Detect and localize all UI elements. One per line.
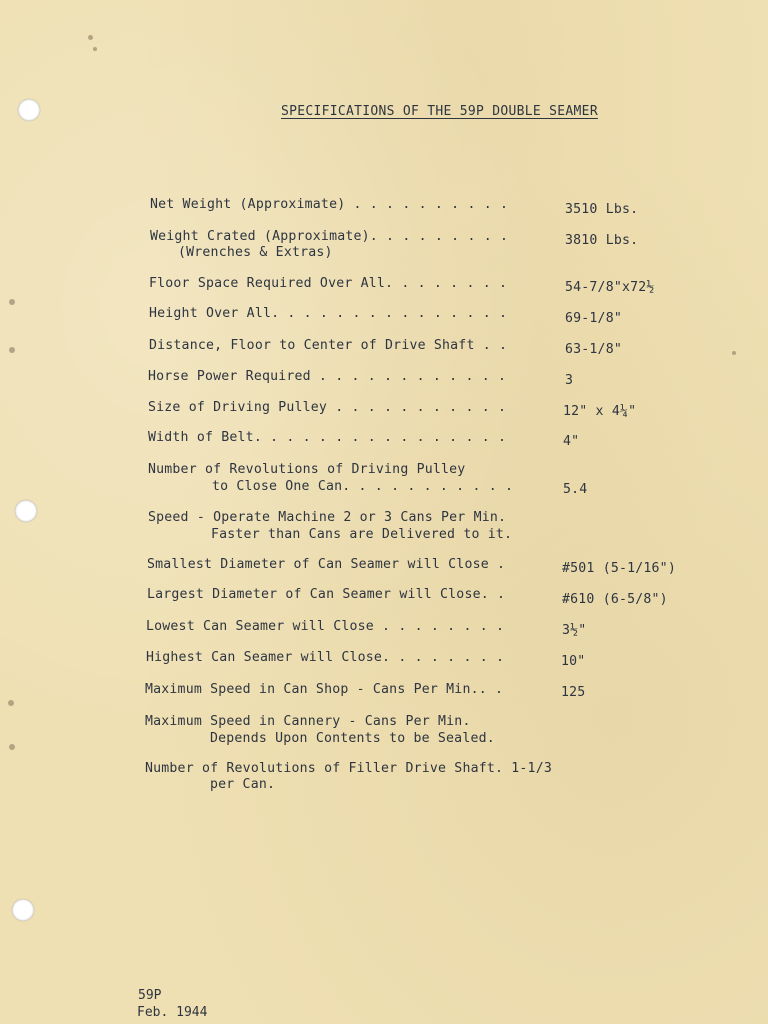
spec-value: 5.4: [563, 482, 588, 497]
spec-value: 3: [565, 373, 574, 388]
footer-model: 59P: [138, 988, 162, 1003]
spec-value: 3½": [562, 623, 587, 638]
spec-value: 4": [563, 434, 580, 449]
spec-value: 10": [561, 654, 586, 669]
spec-label: Largest Diameter of Can Seamer will Close. .: [147, 587, 506, 602]
spec-label: Horse Power Required . . . . . . . . . . . .: [148, 369, 507, 384]
paper-speck: [8, 700, 14, 706]
spec-value: #501 (5-1/16"): [562, 561, 676, 576]
spec-sublabel: per Can.: [210, 777, 276, 792]
spec-value: 63-1/8": [565, 342, 622, 357]
binder-hole-top: [18, 99, 40, 121]
spec-label: Distance, Floor to Center of Drive Shaft . .: [149, 338, 508, 353]
spec-label: Number of Revolutions of Driving Pulley: [148, 462, 466, 477]
spec-label: Size of Driving Pulley . . . . . . . . . . .: [148, 400, 507, 415]
spec-sublabel: (Wrenches & Extras): [178, 245, 333, 260]
spec-value: 12" x 4¼": [563, 404, 637, 419]
spec-label: Maximum Speed in Can Shop - Cans Per Min.. .: [145, 682, 504, 697]
spec-label: Weight Crated (Approximate). . . . . . . . .: [150, 229, 509, 244]
spec-sublabel: Faster than Cans are Delivered to it.: [211, 527, 513, 542]
spec-label: Height Over All. . . . . . . . . . . . . . .: [149, 306, 508, 321]
spec-label: Number of Revolutions of Filler Drive Shaft. 1-1/3: [145, 761, 552, 776]
paper-speck: [732, 351, 736, 355]
spec-label: Lowest Can Seamer will Close . . . . . . . .: [146, 619, 505, 634]
page-title: SPECIFICATIONS OF THE 59P DOUBLE SEAMER: [281, 104, 598, 119]
spec-value: 3810 Lbs.: [565, 233, 639, 248]
spec-value: 69-1/8": [565, 311, 622, 326]
spec-value: 3510 Lbs.: [565, 202, 639, 217]
spec-label: Maximum Speed in Cannery - Cans Per Min.: [145, 714, 471, 729]
paper-speck: [9, 299, 15, 305]
spec-label: Speed - Operate Machine 2 or 3 Cans Per Min.: [148, 510, 507, 525]
footer-date: Feb. 1944: [137, 1005, 208, 1020]
spec-label: Width of Belt. . . . . . . . . . . . . . . .: [148, 430, 507, 445]
spec-value: #610 (6-5/8"): [562, 592, 668, 607]
spec-sublabel: Depends Upon Contents to be Sealed.: [210, 731, 495, 746]
spec-value: 54-7/8"x72½: [565, 280, 655, 295]
spec-label: Floor Space Required Over All. . . . . . . .: [149, 276, 508, 291]
spec-label: Smallest Diameter of Can Seamer will Close .: [147, 557, 506, 572]
spec-label: Net Weight (Approximate) . . . . . . . . . .: [150, 197, 509, 212]
spec-value: 125: [561, 685, 586, 700]
binder-hole-bottom: [12, 899, 34, 921]
spec-sublabel: to Close One Can. . . . . . . . . . .: [212, 479, 514, 494]
paper-speck: [88, 35, 93, 40]
paper-speck: [9, 347, 15, 353]
paper-speck: [9, 744, 15, 750]
binder-hole-middle: [15, 500, 37, 522]
spec-label: Highest Can Seamer will Close. . . . . . . .: [146, 650, 505, 665]
paper-speck: [93, 47, 97, 51]
